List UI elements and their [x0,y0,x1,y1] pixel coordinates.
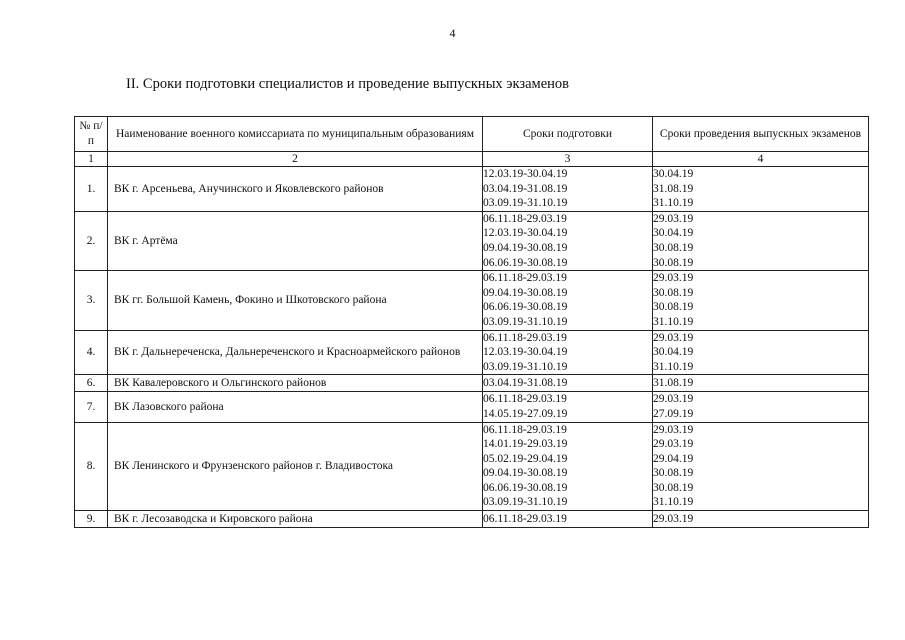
exam-date-cell [653,422,869,511]
section-title: II. Сроки подготовки специалистов и проведение выпускных экзаменов [126,76,570,92]
exam-date: 31.10.19 [653,197,694,210]
exam-date: 30.08.19 [653,467,694,480]
table-row [75,211,869,270]
exam-date-cell [653,392,869,422]
prep-period: 06.06.19-30.08.19 [483,256,568,269]
exam-date: 29.03.19 [653,331,694,344]
prep-period: 06.11.18-29.03.19 [483,512,567,525]
prep-period: 03.09.19-31.10.19 [483,315,568,328]
prep-period: 14.01.19-29.03.19 [483,438,568,451]
exam-date: 30.08.19 [653,256,694,269]
exam-date: 29.03.19 [653,272,694,285]
prep-period: 03.09.19-31.10.19 [483,360,568,373]
prep-period-cell [483,422,653,511]
header-exam: Сроки проведения выпускных экзаменов [653,117,869,152]
prep-period-cell [483,271,653,330]
table-row [75,422,869,511]
row-number: 3. [75,271,108,330]
exam-date: 31.10.19 [653,360,694,373]
table-row [75,392,869,422]
prep-period: 06.06.19-30.08.19 [483,301,568,314]
commissariat-name: ВК г. Артёма [108,211,483,270]
table-row [75,271,869,330]
exam-date-cell [653,511,869,528]
prep-period: 06.11.18-29.03.19 [483,272,567,285]
row-number: 2. [75,211,108,270]
column-number-row [75,152,869,167]
exam-date: 31.08.19 [653,182,694,195]
prep-period: 06.11.18-29.03.19 [483,331,567,344]
prep-period: 12.03.19-30.04.19 [483,346,568,359]
exam-date: 30.08.19 [653,481,694,494]
commissariat-name: ВК Лазовского района [108,392,483,422]
prep-period: 03.04.19-31.08.19 [483,377,568,390]
commissariat-name: ВК г. Лесозаводска и Кировского района [108,511,483,528]
exam-date: 30.08.19 [653,301,694,314]
prep-period: 09.04.19-30.08.19 [483,241,568,254]
prep-period-cell [483,167,653,212]
prep-period-cell [483,375,653,392]
commissariat-name: ВК г. Арсеньева, Анучинского и Яковлевского районов [108,167,483,212]
prep-period: 09.04.19-30.08.19 [483,286,568,299]
prep-period: 06.11.18-29.03.19 [483,212,567,225]
prep-period: 03.09.19-31.10.19 [483,197,568,210]
row-number: 4. [75,330,108,375]
exam-date: 30.08.19 [653,241,694,254]
prep-period-cell [483,330,653,375]
row-number: 8. [75,422,108,511]
prep-period: 03.04.19-31.08.19 [483,182,568,195]
row-number: 7. [75,392,108,422]
header-prep: Сроки подготовки [483,117,653,152]
prep-period: 09.04.19-30.08.19 [483,467,568,480]
exam-date: 29.03.19 [653,212,694,225]
exam-date: 31.08.19 [653,377,694,390]
table-row [75,167,869,212]
exam-date: 31.10.19 [653,315,694,328]
prep-period: 12.03.19-30.04.19 [483,227,568,240]
column-number: 4 [653,152,869,167]
terms-table [74,116,869,528]
table-header-row [75,117,869,152]
prep-period-cell [483,392,653,422]
exam-date: 29.04.19 [653,452,694,465]
row-number: 6. [75,375,108,392]
commissariat-name: ВК Ленинского и Фрунзенского районов г. Владивостока [108,422,483,511]
exam-date-cell [653,167,869,212]
exam-date: 29.03.19 [653,393,694,406]
exam-date-cell [653,271,869,330]
exam-date: 30.04.19 [653,346,694,359]
exam-date: 27.09.19 [653,407,694,420]
prep-period-cell [483,511,653,528]
prep-period: 05.02.19-29.04.19 [483,452,568,465]
page-number: 4 [449,26,456,40]
exam-date: 30.04.19 [653,227,694,240]
prep-period: 06.11.18-29.03.19 [483,393,567,406]
table-row [75,375,869,392]
table-row [75,511,869,528]
exam-date: 30.04.19 [653,168,694,180]
commissariat-name: ВК гг. Большой Камень, Фокино и Шкотовского района [108,271,483,330]
column-number: 1 [75,152,108,167]
column-number: 3 [483,152,653,167]
prep-period-cell [483,211,653,270]
prep-period: 03.09.19-31.10.19 [483,496,568,509]
header-name: Наименование военного комиссариата по муниципальным образованиям [108,117,483,152]
table-body [75,167,869,528]
column-number: 2 [108,152,483,167]
commissariat-name: ВК г. Дальнереченска, Дальнереченского и Красноармейского районов [108,330,483,375]
exam-date-cell [653,330,869,375]
prep-period: 12.03.19-30.04.19 [483,168,568,180]
exam-date-cell [653,375,869,392]
commissariat-name: ВК Кавалеровского и Ольгинского районов [108,375,483,392]
exam-date: 30.08.19 [653,286,694,299]
exam-date: 29.03.19 [653,423,694,436]
prep-period: 14.05.19-27.09.19 [483,407,568,420]
row-number: 1. [75,167,108,212]
exam-date: 29.03.19 [653,438,694,451]
row-number: 9. [75,511,108,528]
table-row [75,330,869,375]
exam-date: 31.10.19 [653,496,694,509]
header-number: № п/п [75,117,108,152]
prep-period: 06.11.18-29.03.19 [483,423,567,436]
exam-date: 29.03.19 [653,512,694,525]
prep-period: 06.06.19-30.08.19 [483,481,568,494]
exam-date-cell [653,211,869,270]
